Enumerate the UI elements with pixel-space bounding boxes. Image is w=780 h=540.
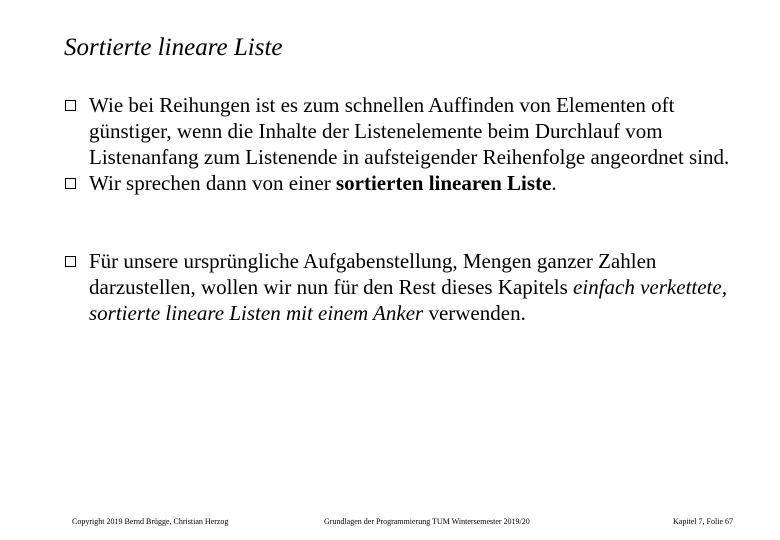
footer-course: Grundlagen der Programmierung TUM Wintersemester 2019/20	[324, 517, 530, 526]
footer-page-number: Kapitel 7, Folie 67	[673, 517, 733, 526]
bullet-text: Wir sprechen dann von einer	[89, 171, 336, 195]
bullet-text: Wie bei Reihungen ist es zum schnellen Auffinden von Elementen oft günstiger, wenn die Inhalte der Listenelemente beim Durchlauf vom Listenanfang zum Listenende in aufsteigender Reihenfolge angeordnet sind.	[89, 93, 730, 169]
slide-title: Sortierte lineare Liste	[64, 34, 283, 61]
bullet-item	[64, 170, 754, 196]
checkbox-bullet-icon	[65, 178, 76, 189]
bullet-item	[64, 92, 754, 170]
checkbox-bullet-icon	[65, 256, 76, 267]
bullet-item	[64, 248, 754, 326]
checkbox-bullet-icon	[65, 100, 76, 111]
bold-term: sortierten linearen Liste	[335, 171, 552, 195]
bullet-list	[64, 92, 754, 326]
italic-term: einfach verkettete, sortierte lineare Listen mit einem Anker	[89, 275, 727, 325]
footer-copyright: Copyright 2019 Bernd Brügge, Christian Herzog	[72, 517, 229, 526]
bullet-text: .	[551, 171, 557, 195]
bullet-text: verwenden.	[423, 301, 526, 325]
bullet-text: Für unsere ursprüngliche Aufgabenstellung, Mengen ganzer Zahlen darzustellen, wollen wir nun für den Rest dieses Kapitels	[89, 249, 657, 299]
